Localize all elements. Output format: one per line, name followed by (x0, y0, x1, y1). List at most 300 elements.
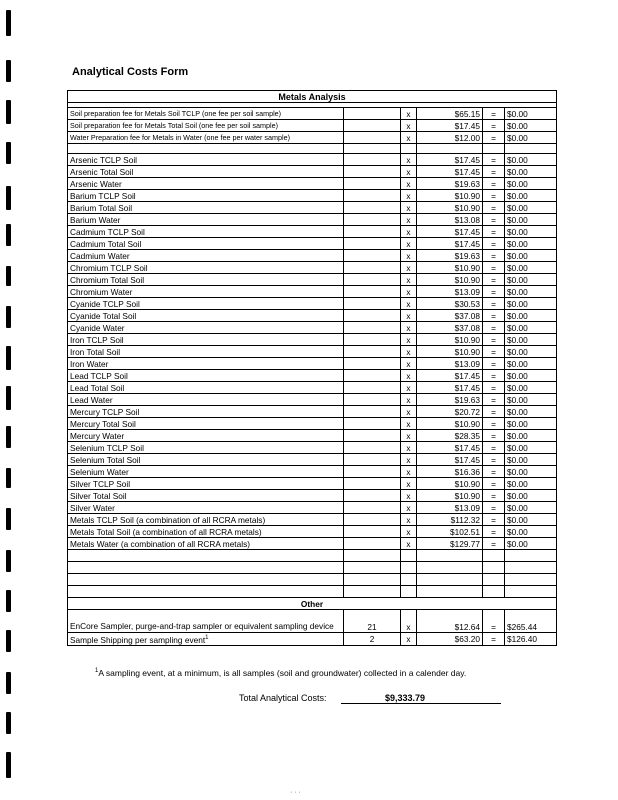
unit-price (417, 394, 483, 406)
item-label-text: Chromium TCLP Soil (70, 262, 148, 273)
blank-cell (417, 144, 483, 154)
unit-price-text: $10.90 (454, 202, 480, 213)
blank-cell (401, 550, 417, 562)
blank-cell (417, 562, 483, 574)
prep-fee-row (68, 108, 557, 120)
unit-price-text: $20.72 (454, 406, 480, 417)
times-sign-text: x (406, 358, 411, 369)
quantity-cell[interactable] (344, 418, 401, 430)
times-sign (401, 120, 417, 132)
line-total (505, 214, 557, 226)
quantity-cell[interactable] (344, 262, 401, 274)
quantity-cell[interactable] (344, 442, 401, 454)
line-total-text: $0.00 (507, 454, 528, 465)
unit-price (417, 502, 483, 514)
quantity-cell[interactable] (344, 370, 401, 382)
blank-cell (344, 550, 401, 562)
item-label-text: Cyanide Water (70, 322, 125, 333)
equals-sign-text: = (491, 454, 496, 465)
line-total-text: $0.00 (507, 202, 528, 213)
line-total-text: $0.00 (507, 166, 528, 177)
line-total (505, 298, 557, 310)
times-sign-text: x (406, 226, 411, 237)
punch-mark (6, 752, 11, 778)
punch-mark (6, 346, 11, 370)
unit-price (417, 238, 483, 250)
metals-header-row (68, 91, 557, 103)
metal-row (68, 310, 557, 322)
times-sign (401, 250, 417, 262)
unit-price-text: $10.90 (454, 334, 480, 345)
unit-price (417, 478, 483, 490)
quantity-cell[interactable] (344, 132, 401, 144)
line-total-text: $0.00 (507, 514, 528, 525)
metal-row (68, 238, 557, 250)
quantity-cell[interactable] (344, 166, 401, 178)
times-sign (401, 442, 417, 454)
item-label (68, 202, 344, 214)
equals-sign (483, 478, 505, 490)
item-label-text: Arsenic Water (70, 178, 122, 189)
line-total-text: $0.00 (507, 214, 528, 225)
blank-cell (68, 550, 344, 562)
equals-sign (483, 442, 505, 454)
times-sign (401, 298, 417, 310)
line-total (505, 334, 557, 346)
equals-sign (483, 394, 505, 406)
line-total (505, 190, 557, 202)
blank-cell (401, 586, 417, 598)
line-total-text: $0.00 (507, 238, 528, 249)
quantity-cell[interactable] (344, 190, 401, 202)
item-label (68, 478, 344, 490)
times-sign-text: x (406, 108, 411, 119)
quantity-cell[interactable] (344, 478, 401, 490)
prep-fee-row (68, 132, 557, 144)
punch-mark (6, 672, 11, 694)
unit-price-text: $13.09 (454, 286, 480, 297)
times-sign-text: x (406, 382, 411, 393)
quantity-cell[interactable] (344, 226, 401, 238)
unit-price (417, 202, 483, 214)
unit-price (417, 490, 483, 502)
equals-sign-text: = (491, 346, 496, 357)
line-total (505, 166, 557, 178)
equals-sign-text: = (491, 633, 496, 644)
times-sign-text: x (406, 154, 411, 165)
times-sign (401, 358, 417, 370)
footnote-text: A sampling event, at a minimum, is all samples (soil and groundwater) collected in a calender day. (98, 668, 467, 678)
equals-sign-text: = (491, 238, 496, 249)
item-label (68, 358, 344, 370)
metals-header: Metals Analysis (68, 91, 557, 103)
unit-price-text: $12.64 (454, 622, 480, 632)
unit-price-text: $17.45 (454, 166, 480, 177)
quantity-cell[interactable] (344, 250, 401, 262)
equals-sign (483, 286, 505, 298)
times-sign-text: x (406, 514, 411, 525)
item-label-text: Cyanide TCLP Soil (70, 298, 140, 309)
punch-mark (6, 10, 11, 36)
unit-price-text: $10.90 (454, 262, 480, 273)
footnote (95, 668, 466, 678)
item-label (68, 430, 344, 442)
unit-price (417, 514, 483, 526)
times-sign-text: x (406, 166, 411, 177)
equals-sign-text: = (491, 322, 496, 333)
equals-sign-text: = (491, 622, 496, 632)
unit-price-text: $129.77 (450, 538, 480, 549)
times-sign-text: x (406, 466, 411, 477)
line-total (505, 108, 557, 120)
line-total (505, 538, 557, 550)
line-total (505, 478, 557, 490)
item-label (68, 322, 344, 334)
item-label-text: Iron Water (70, 358, 109, 369)
quantity-cell[interactable] (344, 334, 401, 346)
item-label-text: EnCore Sampler, purge-and-trap sampler or equivalent sampling device (70, 621, 334, 631)
unit-price-text: $19.63 (454, 250, 480, 261)
line-total-text: $0.00 (507, 190, 528, 201)
unit-price-text: $63.20 (454, 633, 480, 644)
line-total-text: $0.00 (507, 502, 528, 513)
quantity-cell[interactable] (344, 154, 401, 166)
unit-price-text: $19.63 (454, 394, 480, 405)
line-total (505, 346, 557, 358)
item-label (68, 442, 344, 454)
item-label (68, 274, 344, 286)
line-total-text: $0.00 (507, 226, 528, 237)
item-label (68, 394, 344, 406)
quantity-cell[interactable] (344, 286, 401, 298)
times-sign (401, 633, 417, 646)
blank-cell (401, 574, 417, 586)
quantity-cell[interactable] (344, 310, 401, 322)
punch-mark (6, 224, 11, 246)
item-label-text: Soil preparation fee for Metals Total Soil (one fee per soil sample) (70, 120, 279, 130)
quantity-cell[interactable] (344, 382, 401, 394)
times-sign (401, 514, 417, 526)
unit-price (417, 526, 483, 538)
metal-row (68, 538, 557, 550)
item-label-text: Iron Total Soil (70, 346, 121, 357)
unit-price-text: $65.15 (454, 108, 480, 119)
equals-sign (483, 214, 505, 226)
quantity-cell[interactable] (344, 394, 401, 406)
quantity-cell[interactable] (344, 526, 401, 538)
blank-cell (483, 574, 505, 586)
equals-sign-text: = (491, 478, 496, 489)
equals-sign (483, 370, 505, 382)
quantity-cell[interactable] (344, 298, 401, 310)
line-total (505, 610, 557, 633)
quantity-cell[interactable] (344, 202, 401, 214)
metal-row (68, 526, 557, 538)
item-label-text: Chromium Water (70, 286, 133, 297)
times-sign (401, 238, 417, 250)
line-total-text: $0.00 (507, 526, 528, 537)
item-label (68, 310, 344, 322)
times-sign (401, 108, 417, 120)
unit-price-text: $37.08 (454, 310, 480, 321)
line-total-text: $0.00 (507, 382, 528, 393)
times-sign (401, 310, 417, 322)
blank-cell (401, 144, 417, 154)
metal-row (68, 478, 557, 490)
form-title: Analytical Costs Form (72, 66, 189, 78)
costs-table (67, 90, 557, 646)
item-label (68, 298, 344, 310)
footnote-marker: 1 (95, 668, 99, 675)
times-sign (401, 610, 417, 633)
metal-row (68, 262, 557, 274)
equals-sign-text: = (491, 286, 496, 297)
unit-price-text: $12.00 (454, 132, 480, 143)
quantity-cell[interactable] (344, 346, 401, 358)
item-label-text: Lead TCLP Soil (70, 370, 128, 381)
times-sign (401, 190, 417, 202)
unit-price-text: $10.90 (454, 274, 480, 285)
item-label (68, 490, 344, 502)
times-sign (401, 322, 417, 334)
quantity-cell[interactable] (344, 430, 401, 442)
times-sign-text: x (406, 538, 411, 549)
times-sign (401, 286, 417, 298)
item-label (68, 406, 344, 418)
unit-price (417, 466, 483, 478)
equals-sign (483, 298, 505, 310)
unit-price (417, 190, 483, 202)
unit-price (417, 108, 483, 120)
item-label-text: Barium Total Soil (70, 202, 133, 213)
unit-price-text: $17.45 (454, 442, 480, 453)
equals-sign (483, 502, 505, 514)
metal-row (68, 466, 557, 478)
quantity-cell[interactable] (344, 514, 401, 526)
item-label-text: Mercury TCLP Soil (70, 406, 140, 417)
item-label (68, 454, 344, 466)
equals-sign (483, 418, 505, 430)
metal-row (68, 442, 557, 454)
equals-sign-text: = (491, 132, 496, 143)
item-label-text: Lead Total Soil (70, 382, 125, 393)
equals-sign (483, 120, 505, 132)
item-label-text: Silver Total Soil (70, 490, 127, 501)
times-sign (401, 394, 417, 406)
equals-sign (483, 178, 505, 190)
line-total-text: $0.00 (507, 442, 528, 453)
equals-sign-text: = (491, 538, 496, 549)
item-label (68, 466, 344, 478)
item-label (68, 633, 344, 646)
quantity-cell[interactable] (344, 238, 401, 250)
line-total-text: $0.00 (507, 322, 528, 333)
item-label-text: Barium Water (70, 214, 121, 225)
times-sign-text: x (406, 502, 411, 513)
quantity-cell[interactable] (344, 178, 401, 190)
equals-sign (483, 334, 505, 346)
metal-row (68, 286, 557, 298)
times-sign (401, 166, 417, 178)
equals-sign (483, 250, 505, 262)
equals-sign (483, 274, 505, 286)
line-total (505, 250, 557, 262)
punch-mark (6, 468, 11, 488)
blank-cell (505, 550, 557, 562)
item-label-text: Cyanide Total Soil (70, 310, 137, 321)
blank-cell (505, 586, 557, 598)
metal-row (68, 418, 557, 430)
costs-table-body (68, 91, 557, 646)
times-sign-text: x (406, 298, 411, 309)
unit-price-text: $17.45 (454, 382, 480, 393)
blank-row (68, 144, 557, 154)
quantity-cell[interactable] (344, 274, 401, 286)
punch-mark (6, 508, 11, 530)
metal-row (68, 154, 557, 166)
times-sign-text: x (406, 250, 411, 261)
quantity-cell[interactable] (344, 406, 401, 418)
punch-mark (6, 630, 11, 652)
quantity-cell[interactable] (344, 490, 401, 502)
unit-price (417, 286, 483, 298)
punch-mark (6, 426, 11, 448)
unit-price-text: $17.45 (454, 454, 480, 465)
equals-sign-text: = (491, 274, 496, 285)
line-total-text: $0.00 (507, 120, 528, 131)
quantity-cell[interactable] (344, 108, 401, 120)
quantity-cell[interactable] (344, 214, 401, 226)
equals-sign (483, 190, 505, 202)
line-total-text: $0.00 (507, 178, 528, 189)
unit-price-text: $30.53 (454, 298, 480, 309)
times-sign-text: x (406, 120, 411, 131)
times-sign (401, 538, 417, 550)
equals-sign-text: = (491, 370, 496, 381)
quantity-cell[interactable] (344, 322, 401, 334)
item-label (68, 286, 344, 298)
item-label (68, 108, 344, 120)
line-total (505, 382, 557, 394)
times-sign-text: x (406, 490, 411, 501)
times-sign (401, 132, 417, 144)
equals-sign-text: = (491, 442, 496, 453)
other-row (68, 610, 557, 633)
line-total (505, 286, 557, 298)
item-label-text: Mercury Water (70, 430, 125, 441)
unit-price (417, 132, 483, 144)
quantity-cell[interactable] (344, 120, 401, 132)
line-total-text: $0.00 (507, 154, 528, 165)
line-total (505, 406, 557, 418)
item-label-text: Barium TCLP Soil (70, 190, 136, 201)
quantity-cell[interactable] (344, 466, 401, 478)
unit-price-text: $13.09 (454, 502, 480, 513)
unit-price (417, 166, 483, 178)
item-label-text: Cadmium Water (70, 250, 130, 261)
times-sign-text: x (406, 132, 411, 143)
equals-sign-text: = (491, 262, 496, 273)
equals-sign-text: = (491, 166, 496, 177)
item-label (68, 370, 344, 382)
equals-sign-text: = (491, 490, 496, 501)
blank-cell (344, 562, 401, 574)
times-sign (401, 526, 417, 538)
line-total (505, 633, 557, 646)
punch-mark (6, 60, 11, 82)
times-sign (401, 454, 417, 466)
line-total-text: $126.40 (507, 633, 537, 644)
punch-mark (6, 306, 11, 328)
equals-sign (483, 430, 505, 442)
metal-row (68, 490, 557, 502)
equals-sign (483, 526, 505, 538)
unit-price (417, 418, 483, 430)
line-total (505, 454, 557, 466)
unit-price (417, 322, 483, 334)
unit-price-text: $10.90 (454, 490, 480, 501)
times-sign-text: x (406, 430, 411, 441)
item-label-text: Silver TCLP Soil (70, 478, 131, 489)
total-label: Total Analytical Costs: (239, 693, 327, 703)
equals-sign (483, 382, 505, 394)
quantity-cell[interactable] (344, 610, 401, 633)
times-sign (401, 466, 417, 478)
line-total (505, 310, 557, 322)
unit-price-text: $28.35 (454, 430, 480, 441)
punch-mark (6, 712, 11, 734)
unit-price (417, 454, 483, 466)
line-total-text: $0.00 (507, 538, 528, 549)
item-label-text: Iron TCLP Soil (70, 334, 124, 345)
unit-price (417, 214, 483, 226)
line-total (505, 120, 557, 132)
punch-mark (6, 550, 11, 572)
times-sign-text: x (406, 346, 411, 357)
blank-row (68, 562, 557, 574)
line-total (505, 466, 557, 478)
equals-sign (483, 154, 505, 166)
metal-row (68, 178, 557, 190)
item-label (68, 262, 344, 274)
line-total (505, 514, 557, 526)
line-total-text: $0.00 (507, 286, 528, 297)
times-sign-text: x (406, 418, 411, 429)
blank-cell (417, 574, 483, 586)
equals-sign-text: = (491, 406, 496, 417)
unit-price (417, 154, 483, 166)
times-sign-text: x (406, 370, 411, 381)
quantity-cell[interactable] (344, 633, 401, 646)
item-label-text: Silver Water (70, 502, 115, 513)
times-sign-text: x (406, 526, 411, 537)
other-row (68, 633, 557, 646)
unit-price-text: $10.90 (454, 418, 480, 429)
metal-row (68, 394, 557, 406)
quantity-cell[interactable] (344, 502, 401, 514)
unit-price (417, 120, 483, 132)
quantity-cell[interactable] (344, 358, 401, 370)
line-total (505, 490, 557, 502)
unit-price (417, 226, 483, 238)
quantity-cell-text: 21 (367, 622, 377, 632)
equals-sign-text: = (491, 298, 496, 309)
quantity-cell[interactable] (344, 454, 401, 466)
blank-cell (483, 550, 505, 562)
blank-cell (401, 562, 417, 574)
quantity-cell[interactable] (344, 538, 401, 550)
times-sign-text: x (406, 334, 411, 345)
